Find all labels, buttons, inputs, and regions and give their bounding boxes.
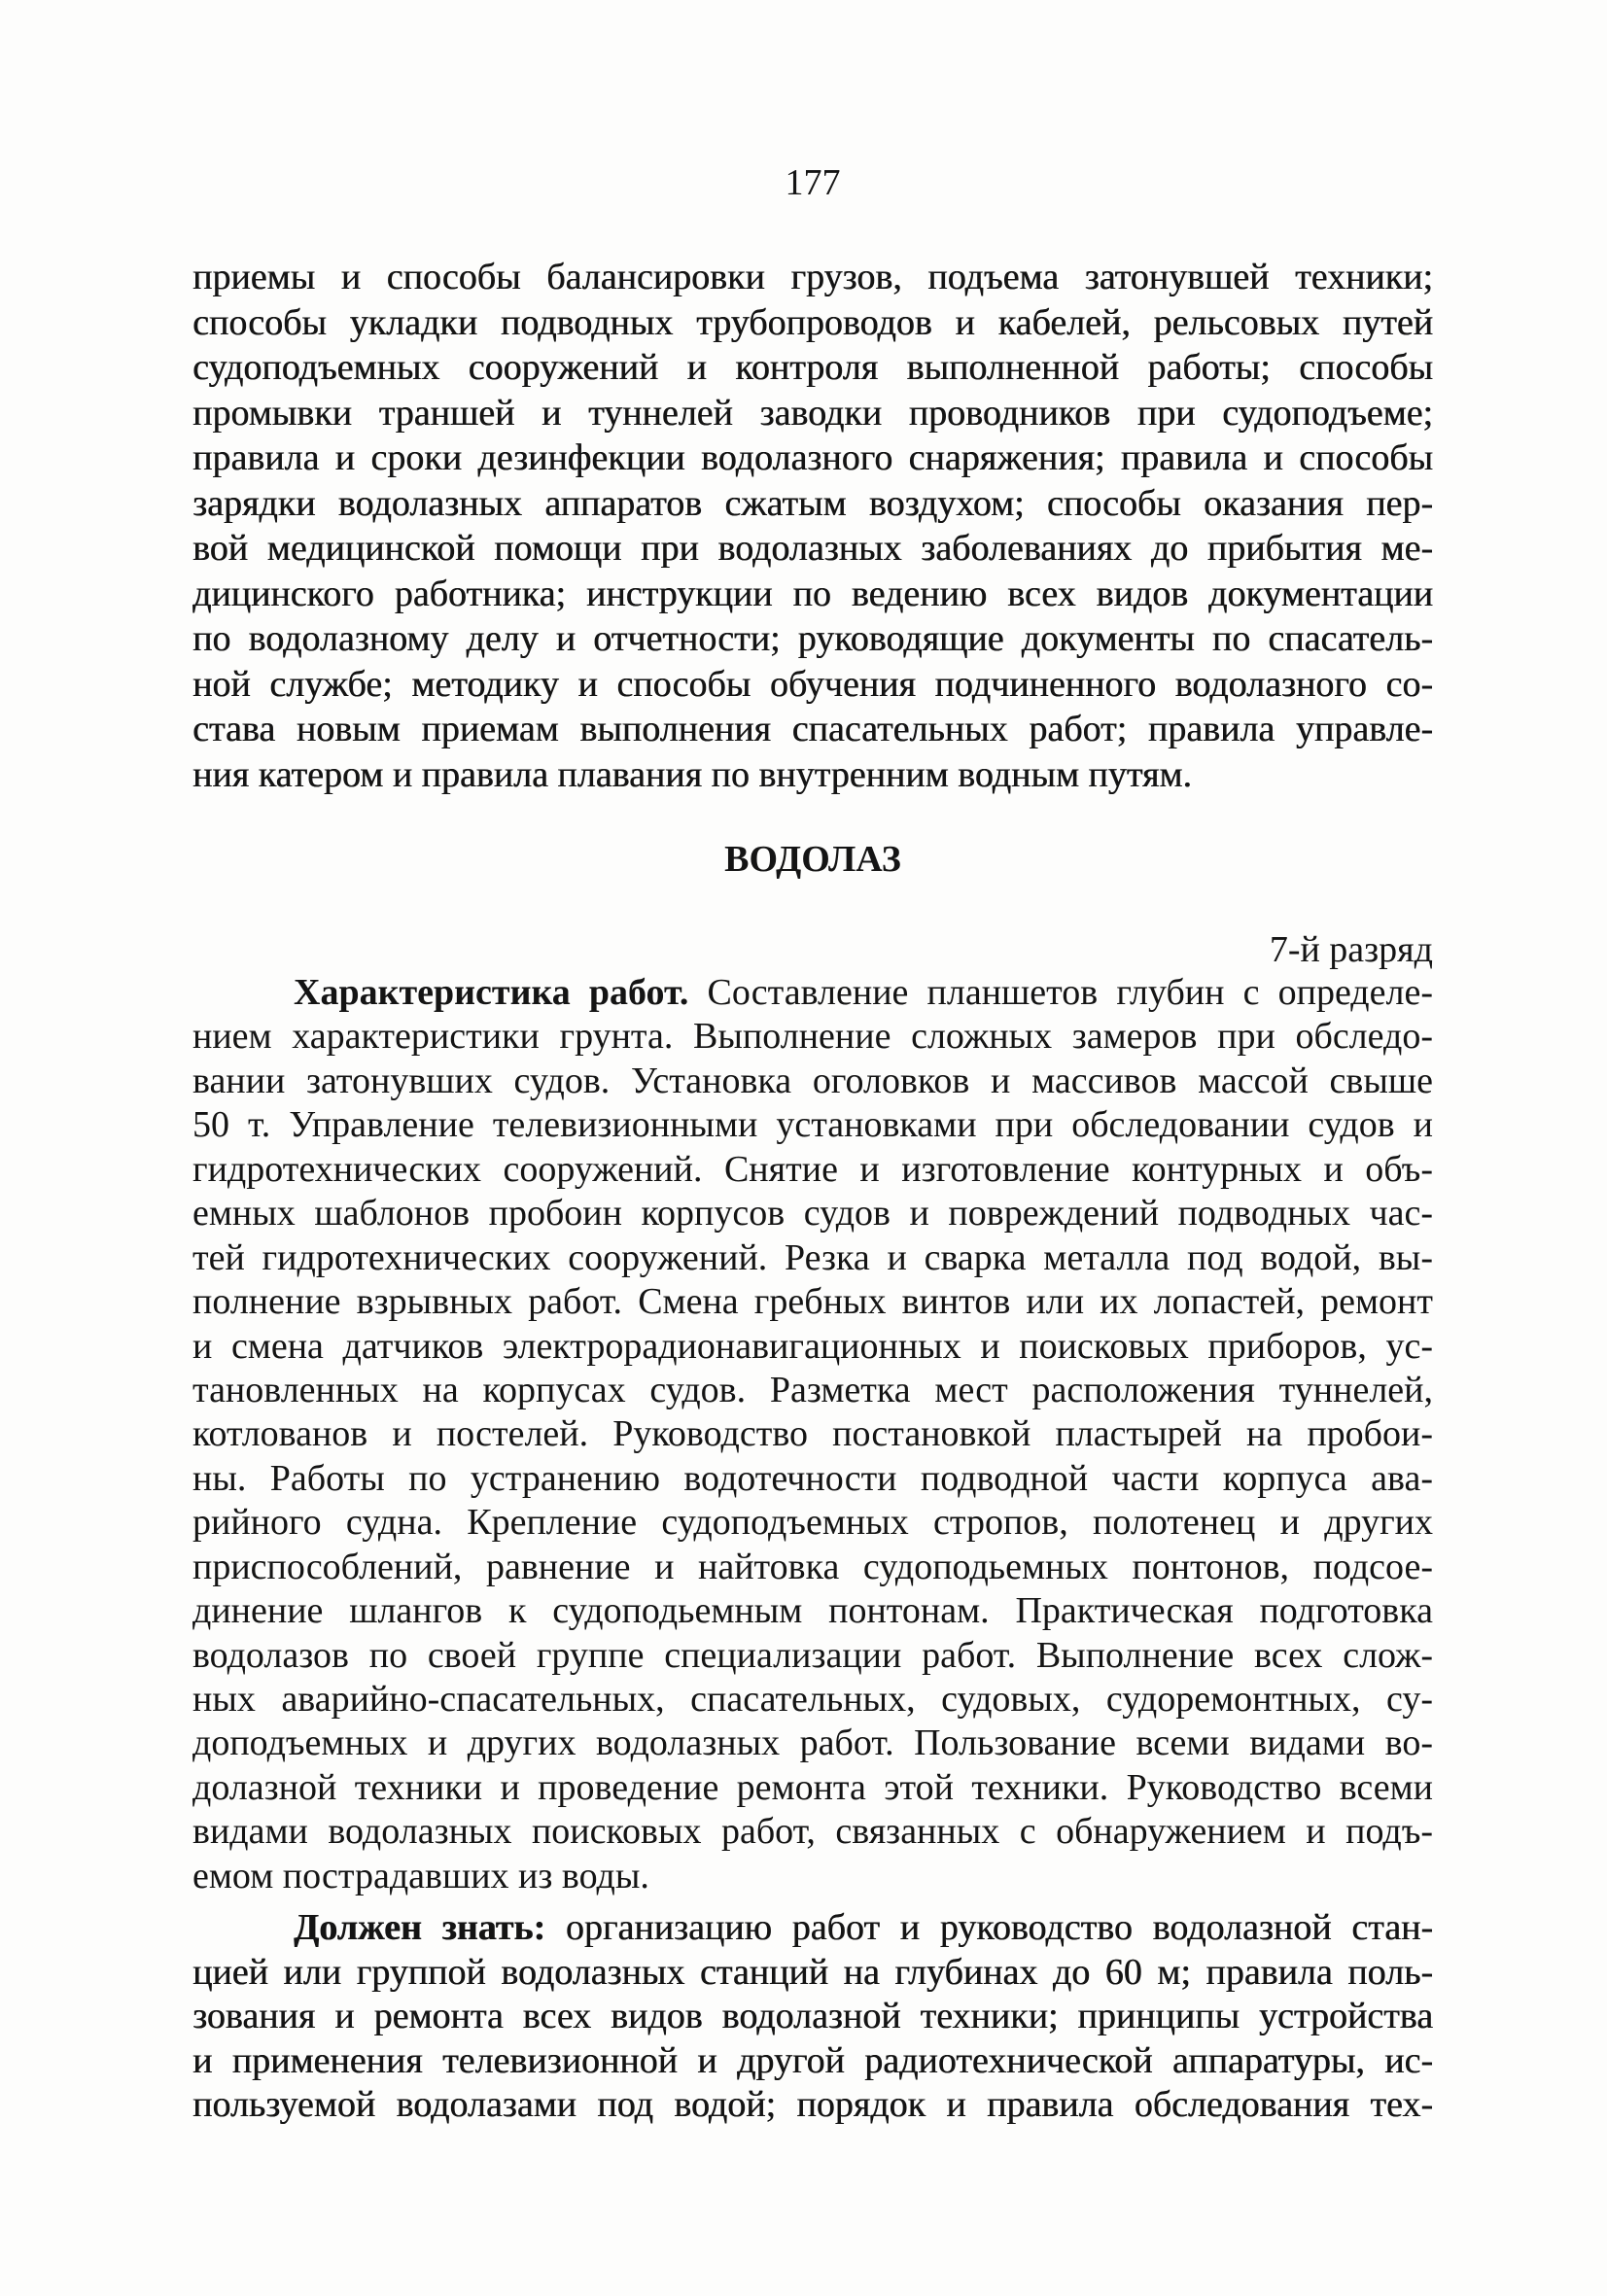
text-line: промывки траншей и туннелей заводки проводников при судоподъеме; xyxy=(192,392,1433,434)
characteristics-paragraph xyxy=(192,971,1433,1898)
text-line: по водолазному делу и отчетности; руководящие документы по спасатель- xyxy=(192,618,1433,659)
text-line: ны. Работы по устранению водотечности подводной части корпуса ава- xyxy=(192,1457,1433,1499)
text-line: рийного судна. Крепление судоподъемных стропов, полотенец и других xyxy=(192,1502,1433,1544)
text-line xyxy=(192,1906,1433,1951)
must-know-lead: Должен знать: xyxy=(294,1907,546,1948)
text-line: дицинского работника; инструкции по ведению всех видов документации xyxy=(192,573,1433,614)
text-line: 50 т. Управление телевизионными установками при обследовании судов и xyxy=(192,1104,1433,1146)
text-line: зования и ремонта всех видов водолазной техники; принципы устройства xyxy=(192,1996,1433,2036)
text-line: полнение взрывных работ. Смена гребных винтов или их лопастей, ремонт xyxy=(192,1281,1433,1323)
text-line: ной службе; методику и способы обучения подчиненного водолазного со- xyxy=(192,663,1433,705)
text-line: вании затонувших судов. Установка оголовков и массивов массой свыше xyxy=(192,1060,1433,1101)
grade-label: 7-й разряд xyxy=(1269,929,1433,970)
text-line: става новым приемам выполнения спасательных работ; правила управле- xyxy=(192,709,1433,749)
text-line: зарядки водолазных аппаратов сжатым воздухом; способы оказания пер- xyxy=(192,482,1433,524)
text-line: приемы и способы балансировки грузов, подъема затонувшей техники; xyxy=(192,257,1433,297)
text-line: нием характеристики грунта. Выполнение сложных замеров при обследо- xyxy=(192,1016,1433,1058)
text-line: долазной техники и проведение ремонта этой техники. Руководство всеми xyxy=(192,1766,1433,1808)
text-line: доподъемных и других водолазных работ. Пользование всеми видами во- xyxy=(192,1722,1433,1764)
text-line: цией или группой водолазных станций на глубинах до 60 м; правила поль- xyxy=(192,1951,1433,1993)
text-line: тановленных на корпусах судов. Разметка мест расположения туннелей, xyxy=(192,1369,1433,1410)
section-title: ВОДОЛАЗ xyxy=(724,839,901,880)
characteristics-lead: Характеристика работ. xyxy=(294,972,689,1013)
text-line: тей гидротехнических сооружений. Резка и сварка металла под водой, вы- xyxy=(192,1236,1433,1278)
text-line: динение шлангов к судоподьемным понтонам. Практическая подготовка xyxy=(192,1590,1433,1632)
text-line: пользуемой водолазами под водой; порядок и правила обследования тех- xyxy=(192,2084,1433,2125)
text-line: и смена датчиков электрорадионавигационных и поисковых приборов, ус- xyxy=(192,1325,1433,1367)
text-line: котлованов и постелей. Руководство постановкой пластырей на пробои- xyxy=(192,1413,1433,1455)
text-line: способы укладки подводных трубопроводов и кабелей, рельсовых путей xyxy=(192,301,1433,343)
text-line: видами водолазных поисковых работ, связанных с обнаружением и подъ- xyxy=(192,1811,1433,1853)
text-line: водолазов по своей группе специализации работ. Выполнение всех слож- xyxy=(192,1634,1433,1676)
text-line: емных шаблонов пробоин корпусов судов и повреждений подводных час- xyxy=(192,1193,1433,1235)
text-line: емом пострадавших из воды. xyxy=(192,1855,649,1896)
text-line: ных аварийно-спасательных, спасательных, судовых, судоремонтных, су- xyxy=(192,1679,1433,1720)
text-line: приспособлений, равнение и найтовка судоподьемных понтонов, подсое- xyxy=(192,1546,1433,1587)
text-line: судоподъемных сооружений и контроля выполненной работы; способы xyxy=(192,347,1433,388)
page-number: 177 xyxy=(785,162,841,203)
must-know-paragraph xyxy=(192,1906,1433,2128)
text-line: и применения телевизионной и другой радиотехнической аппаратуры, ис- xyxy=(192,2039,1433,2081)
text-line: правила и сроки дезинфекции водолазного снаряжения; правила и способы xyxy=(192,437,1433,478)
text-line xyxy=(192,971,1433,1015)
text-line: вой медицинской помощи при водолазных заболеваниях до прибытия ме- xyxy=(192,528,1433,569)
line-text: организацию работ и руководство водолазной стан- xyxy=(545,1907,1433,1948)
continuation-paragraph xyxy=(192,255,1433,797)
text-line: гидротехнических сооружений. Снятие и изготовление контурных и объ- xyxy=(192,1148,1433,1190)
line-text: Составление планшетов глубин с определе- xyxy=(688,972,1433,1013)
text-line: ния катером и правила плавания по внутренним водным путям. xyxy=(192,753,1192,795)
